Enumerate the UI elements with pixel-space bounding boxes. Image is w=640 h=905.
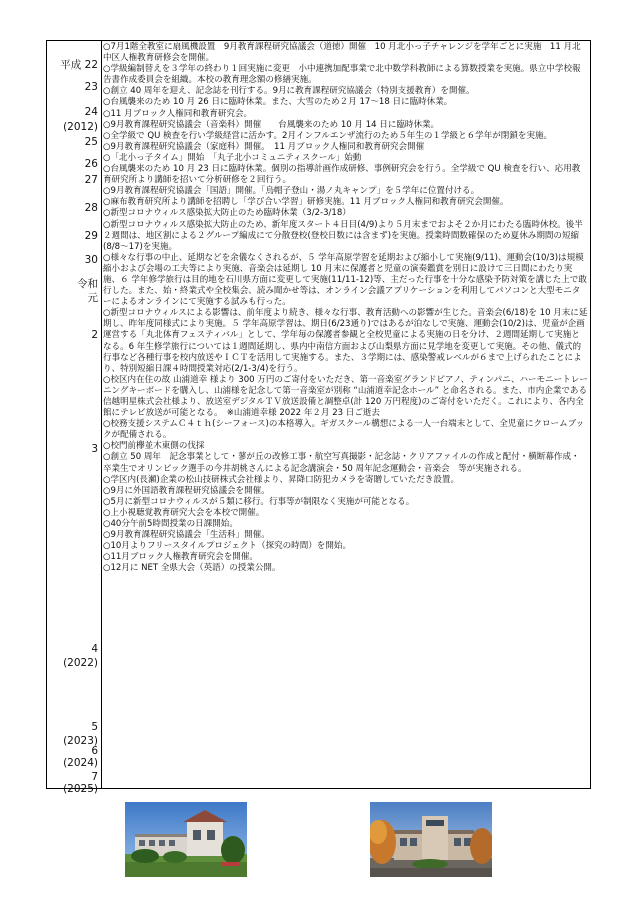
entry: ○40分午前5時間授業の日課開始。 <box>103 519 238 530</box>
column-divider <box>101 41 102 788</box>
year-label: 24 <box>84 106 98 118</box>
events-column <box>103 42 588 575</box>
entry: ○台風襲来のため 10 月 23 日に臨時休業。個別の指導計画作成研修、事例研究会を行う。全学級で QU 検査を行い、応用教育研究所より講師を招いて分析研修を２回行う。 <box>103 164 581 186</box>
entry: ○校務支援システムＣ４ｔｈ(シーフォース)の本格導入。ギガスクール構想による一人一台端末として、全児童にクロームブックが配備される。 <box>103 419 585 441</box>
entry: ○麻布教育研究所より講師を招聘し「学び合い学習」研修実施。11 月ブロック人権同和教育研究会開催。 <box>103 197 509 208</box>
year-label: (2024) <box>63 757 98 769</box>
entry: ○12月に NET 全県大会（英語）の授業公開。 <box>103 563 281 574</box>
entry: ○校区内在住の故 山浦道幸 様より 300 万円のご寄付をいただき、第一音楽室グランドピアノ、ティンパニ、ハーモニートレーニングキーボードを購入し、山浦様を記念して第一音楽室が別称 “山浦道幸記念ホール” と命名される。また、市内企業である信越明星株式会社様より、放送室デジタルＴＶ放送設備と調整卓(計 120 万円程度)のご寄付をいただく。これにより、各内全館にテレビ放送が可能となる。 ※山浦道幸様 2022 年２月 23 日ご逝去 <box>103 374 588 419</box>
history-table <box>46 40 591 795</box>
entry: ○11 月ブロック人権同和教育研究会。 <box>103 108 253 119</box>
entry: ○上小視聴覚教育研究大会を本校で開催。 <box>103 507 265 518</box>
year-label: 3 <box>91 443 98 455</box>
year-label: 7 <box>91 771 98 783</box>
entry: ○創立 50 周年 記念事業として・蓼が丘の改修工事・航空写真撮影・記念誌・クリアファイルの作成と配付・横断幕作成・卒業生でオリンピック選手の今井胡桃さんによる記念講演会・50 周年記念運動会・音楽会 等が実施される。 <box>103 452 580 474</box>
year-label: 令和 <box>77 278 98 290</box>
entry: ○5月に新型コロナウィルスが５類に移行。行事等が制限なく実施が可能となる。 <box>103 496 415 507</box>
entry: ○9月教育課程研究協議会（音楽科）開催 台風襲来のため 10 月 14 日に臨時休業。 <box>103 119 440 130</box>
year-label: 30 <box>84 254 98 266</box>
entry: ○新型コロナウィルス感染拡大防止のため、新年度スタート４日目(4/9)より５月末までおよそ２か月にわたる臨時休校。後半２週間は、地区割による２グループ編成にて分散登校(登校日数には含まず)を実施。授業時間数確保のため夏休み期間の短縮(8/8～17)を実施。 <box>103 219 583 252</box>
entry: ○学級編制替えを３学年の終わり１回実施に変更 小中連携加配事業で北中数学科教師による算数授業を実施。県立中学校報告書作成委員会を組織。本校の教育理念額の修繕実施。 <box>103 64 581 86</box>
entry: ○10月よりフリースタイルプロジェクト（探究の時間）を開始。 <box>103 541 351 552</box>
entry: ○全学級で QU 検査を行い学級経営に活かす。2月インフルエンザ流行のため５年生の１学級と６学年が閉鎖を実施。 <box>103 130 553 141</box>
year-label: 2 <box>91 329 98 341</box>
entry: ○「北小っ子タイム」開始 「丸子北小コミュニティスクール」始動 <box>103 152 362 163</box>
entry: ○7月1階全教室に扇風機設置 9月教育課程研究協議会（道徳）開催 10 月北小っ子チャレンジを学年ごとに実施 11 月北中区人権教育研修会を開催。 <box>103 42 581 64</box>
year-label: 平成 22 <box>60 59 98 71</box>
entry: ○様々な行事の中止、延期などを余儀なくされるが、５ 学年高原学習を延期および縮小して実施(9/11)、運動会(10/3)は規模縮小および会場の工夫等により実施、音楽会は延期し 10 月末に保護者と児童の演奏鑑賞を別日に設けて三日間にわたり実施、６ 学年修学旅行は目的地を石川県方面に変更して実施(11/11-12)等、主だった行事を十分な感染予防対策を講じた上で敢行した。また、始・終業式や全校集会、読み聞かせ等は、オンライン会議アプリケーションを利用してパソコンと大型モニターによるオンラインにて実施する試みも行った。 <box>103 252 587 308</box>
year-label: 23 <box>84 81 98 93</box>
entry: ○校門前欅並木東側の伐採 <box>103 441 205 452</box>
year-label: 25 <box>84 136 98 148</box>
year-label: (2022) <box>63 657 98 669</box>
entry: ○新型コロナウィルスによる影響は、前年度より続き、様々な行事、教育活動への影響が生じた。音楽会(6/18)を 10 月末に延期し、昨年度同様式により実施。５ 学年高原学習は、期日(6/23通り)ではあるが泊なしで実施、運動会(10/2)は、児童が企画運営する「丸北体育フェスティバル」として、学年毎の保護者参観と全校児童による実施の日を分け、２週間延期して実施となる。6 年生修学旅行については１週間延期し、県内中南信方面および山梨県方面に見学地を変更して実施。その他、儀式的行事など各種行事を校内放送やＩＣＴを活用して実施する。また、３学期には、感染警戒レベルが６まで上げられたことにより、特別短縮日課４時間授業対応(2/1-3/4)を行う。 <box>103 308 588 374</box>
entry: ○台風襲来のため 10 月 26 日に臨時休業。また、大雪のため２月 17～18 日に臨時休業。 <box>103 97 453 108</box>
year-label: (2025) <box>63 783 98 795</box>
year-label: 26 <box>84 158 98 170</box>
school-building-photo-right <box>370 802 492 877</box>
entry: ○創立 40 周年を迎え、記念誌を刊行する。9月に教育課程研究協議会（特別支援教育）を開催。 <box>103 86 475 97</box>
entry: ○9月教育課程研究協議会「生活科」開催。 <box>103 530 270 541</box>
entry: ○学区内(長瀬)企業の松山技研株式会社様より、昇降口防犯カメラを寄贈していただき設置。 <box>103 474 459 485</box>
year-label: 27 <box>84 174 98 186</box>
entry: ○9月教育課程研究協議会「国語」開催。「烏帽子登山・湯ノ丸キャンプ」を５学年に位置付ける。 <box>103 186 480 197</box>
year-label: 29 <box>84 230 98 242</box>
entry: ○9月に外国語教育課程研究協議会を開催。 <box>103 485 270 496</box>
year-label: 6 <box>91 745 98 757</box>
entry: ○新型コロナウィルス感染拡大防止のため臨時休業（3/2-3/18） <box>103 208 351 219</box>
entry: ○9月教育課程研究協議会（家庭科）開催。 11 月ブロック人権同和教育研究会開催 <box>103 141 425 152</box>
year-label: 4 <box>91 643 98 655</box>
year-label: 28 <box>84 202 98 214</box>
year-label: 元 <box>87 292 98 304</box>
entry: ○11月ブロック人権教育研究会を開催。 <box>103 552 258 563</box>
year-label: (2023) <box>63 735 98 747</box>
year-label: 5 <box>91 721 98 733</box>
year-label: (2012) <box>63 121 98 133</box>
school-building-photo-left <box>125 802 247 877</box>
